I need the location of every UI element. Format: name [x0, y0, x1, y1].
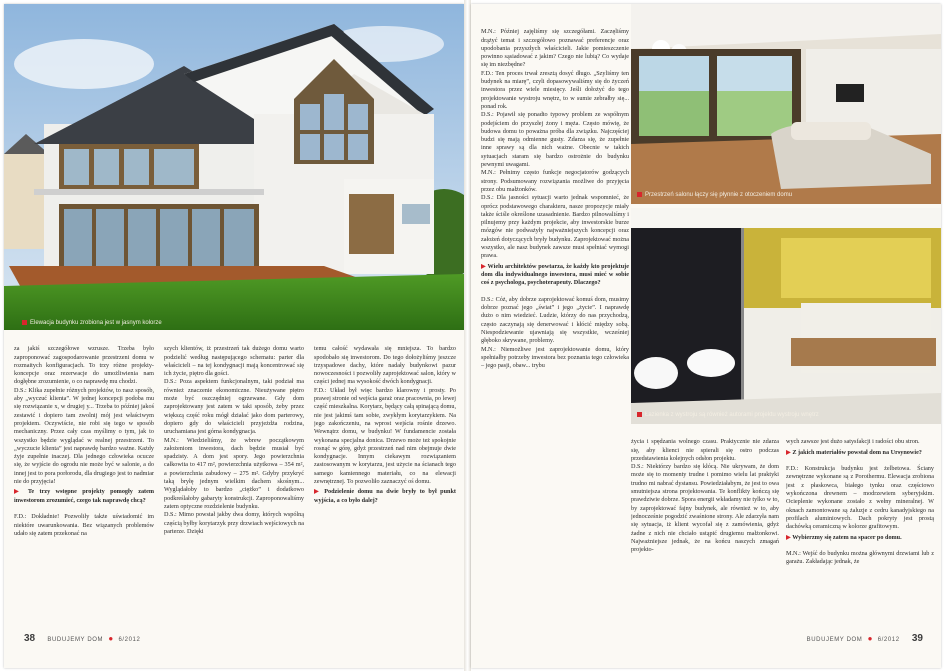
footer-dot-icon: ●: [108, 634, 114, 643]
left-page: [4, 4, 464, 668]
house-exterior-photo: [4, 4, 464, 330]
footer-dot-icon: ●: [867, 634, 873, 643]
right-page: [471, 4, 941, 668]
house-illustration: [4, 4, 464, 330]
left-column-1: [14, 337, 154, 642]
bathroom-caption: [637, 412, 819, 418]
right-col3c-text: M.N.: Wejść do budynku można głównymi drzwiami lub z garażu. Zakładając jednak, że: [786, 550, 934, 566]
living-room-illustration: [631, 4, 941, 204]
right-col3-text: wych zawsze jest dużo satysfakcji i radości obu stron.: [786, 438, 920, 446]
right-col1-text: M.N.: Później zajęliśmy się szczegółami. Zaczęliśmy drążyć temat i szczegółowo poznawać preferencje oraz upodobania przyszłych właścicieli. Jakie pomieszczenie powinno sąsiadować z jakim? Czego nie lubią? Co wydaje się im niezbędne? F.D.: Ten proces trwał zresztą dosyć długo. „Szyliśmy ten budynek na miarę”, czyli dopasowywaliśmy się do życzeń inwestora przez wiele miesięcy. Jeśli dołożyć do tego projektowanie wystroju wnętrz, to w sumie zebrałby się... ponad rok. D.S.: Pojawił się ponadto typowy problem ze współnym podejściem do przyszłej żony i męża. Często mówię, że budowa domu to poważna próba dla związku. Najczęściej budzi się mają odmienne gusty. Zdarza się, że zupełnie inne sprawy są dla nich ważne. Obecnie w takich sytuacjach staram się bardzo ostrożnie do budynku pewnymi uwagami. M.N.: Pełnimy często funkcje negocjatorów godzących strony. Podsumowany rozwiązania możliwe do przyjęcia przez obu małżonków. D.S.: Dla jasności sytuacji warto jednak wspomnieć, że oprócz podstawowego charakteru, nasze propozycje miały także ściśle określone uzasadnienie. Bardzo pilnowaliśmy i pilnujemy przy każdym projekcie, aby inwestorskie burze mózgów nie podważyły najważniejszych koncepcji oraz założeń dotyczących bryły budynku. Zaprojektować można wszystko, ale nasz budynek zawsze musi spełniać wymogi prawa.: [481, 28, 629, 260]
caption-bullet-icon: [637, 412, 642, 417]
left-question-1: ▶ Te trzy wstępne projekty pomogły zatem inwestorom zrozumieć, czego tak naprawdę chcą?: [14, 488, 154, 504]
right-page-number: 39: [911, 633, 923, 644]
right-col2-text: życia i spędzania wolnego czasu. Praktycznie nie zdarza się, aby klienci nie spierali się ostro podczas przedstawienia kolejnych odsłon projektu. D.S.: Niektórzy bardzo się kłócą. Nie ukrywam, że dom może się to momenty trudne i pomimo wielu lat praktyki trudno mi nabrać dystansu. Powiedziałabym, że jest to owa smutniejsza strona projektowania. Te konflikty kończą się prawdziwie dobrze. Spora energii wkładamy nie tylko w to, by zaprojektować fajny budynek, ale również w to, aby jednocześnie pogodzić zwaśnione strony. Ale zdarzyła nam się sytuacja, iż klient wycofał się z zamówienia, gdyż żadne z nich nie chciało ustąpić drugiemu małżonkowi. Najważniejsze jednak, że na końcu naszych zmagań projekto-: [631, 438, 779, 554]
bathroom-photo: [631, 208, 941, 424]
bathroom-illustration: [631, 208, 941, 424]
house-photo-caption: [22, 320, 162, 326]
left-column-2: [164, 337, 304, 642]
caption-text: Przestrzeń salonu łączy się płynnie z otoczeniem domu: [645, 192, 793, 199]
right-question-1-text: Wielu architektów powtarza, że każdy kto projektuje dom dla indywidualnego inwestora, musi mieć w sobie coś z psychologa, psychoterapeuty. Dlaczego?: [481, 262, 629, 287]
right-brand: BUDUJEMY DOM: [806, 637, 863, 643]
living-room-photo: [631, 4, 941, 204]
right-question-1: ▶ Wielu architektów powtarza, że każdy kto projektuje dom dla indywidualnego inwestora, musi mieć w sobie coś z psychologa, psychoterapeuty. Dlaczego?: [481, 262, 629, 287]
living-room-caption: [637, 192, 792, 198]
left-brand: BUDUJEMY DOM: [47, 637, 104, 643]
page-gutter: [464, 0, 471, 671]
left-footer: [24, 633, 140, 644]
left-question-1-text: Te trzy wstępne projekty pomogły zatem inwestorom zrozumieć, czego tak naprawdę chcą?: [14, 488, 154, 504]
left-page-number: 38: [24, 633, 36, 644]
caption-bullet-icon: [22, 320, 27, 325]
caption-bullet-icon: [637, 192, 642, 197]
left-column-3: [314, 337, 456, 642]
right-question-3-text: Wybierzmy się zatem na spacer po domu.: [792, 533, 902, 541]
right-issue: 6/2012: [877, 637, 900, 643]
left-question-2-text: Podzielenie domu na dwie bryły to był punkt wyjścia, a co było dalej?: [314, 488, 456, 504]
right-col1b-text: D.S.: Cóż, aby dobrze zaprojektować komuś dom, musimy dobrze poznać jego „świat” i jego „życie”. I naprawdę dużo o nim wiedzieć. Ludzie, którzy do nas przychodzą, często zaczynają się denerwować i kłócić między sobą. Niespodziewanie ujawniają się wszystkie, wcześniej głęboko skrywane, problemy. M.N.: Niemożliwe jest zaprojektowanie domu, który spełniałby potrzeby inwestora bez poznania tego człowieka – jego pasji, obaw... trybu: [481, 295, 629, 370]
caption-text: Łazienka z wystroju są również autorami projektu wystroju wnętrz: [645, 412, 819, 419]
left-col1-text: za jakiś szczegółowe wzrusze. Trzeba było zaproponować zagospodarowanie przestrzeni domu w rozmaitych konfiguracjach. To trzy różne projekty-koncepcje oraz rezerwacje do umożliwienia nam dogłębne zrozumienie, o co naprawdę mu chodzi. D.S.: Klika zupełnie różnych projektów, to nasz sposób, aby „wyczuć klienta”. W jednej koncepcji podoba mu się rozwiązanie x, w drugiej y... Trzeba to później jakoś zestawić i dopiero tam zwolnij mój jest właściwym projektem. Oczywiście, nie robi się tego w sposób mechaniczny. Przez cały czas myślimy o tym, jak to wszystko będzie wyglądać w realnej przestrzeni. To „wyczucie klienta” jest naprawdę bardzo ważne. Każdy żyje zupełnie inaczej. Dla jednego człowieka ocucze się, że wyjście do ogrodu nie może być w salonie, a do innej jest to pora porłorodu, dla drugiego jest to nadmiar nie do przyjęcia!: [14, 345, 154, 486]
left-question-2: ▶ Podzielenie domu na dwie bryły to był punkt wyjścia, a co było dalej?: [314, 488, 456, 504]
left-col2-text: szych klientów, iż przestrzeń tak dużego domu warto podzielić według następującego schematu: parter dla właścicieli – na tej kondygnacji mają koncentrować się ich życie, piętro dla gości. D.S.: Poza aspektem funkcjonalnym, taki podział ma również znaczenie ekonomiczne. Nieużywane piętro może być oszczędniej ogrzewane. Gdy dom zaprojektowany jest zatem w taki sposób, żeby przez większą część roku mógł działać jako dom parterowy, dopiero gdy do właścicieli przyjeżdża rodzina, uruchamiana jest górna kondygnacja. M.N.: Wiedzieliśmy, że wbrew początkowym założeniom inwestora, dach będzie musiał być spadzisty. A dom jest spory. Jego powierzchnia całkowita to 417 m², powierzchnia użytkowa – 354 m², a powierzchnia zabudowy – 275 m². Gdyby przykryć taką bryłę jednym wielkim dachem skośnym... Wyglądałoby to bardzo „ciężko” i dodatkowo podkreślałoby gabaryty konstrukcji. Zaproponowaliśmy zatem optyczne rozdzielenie budynku. D.S.: Mimo powstał jakby dwa domy, których wspólną częścią byłby korytarzyk przy drzwiach wejściowych na parterze. Dzięki: [164, 345, 304, 535]
left-col1b-text: F.D.: Dokładnie! Pozwoliły także uświadomić im niektóre uwarunkowania. Bez wiązanych problemów udało się zatem przekonać na: [14, 513, 154, 537]
right-column-1: [481, 20, 629, 638]
right-question-2: ▶ Z jakich materiałów powstał dom na Ursynowie?: [786, 448, 922, 456]
left-col3-text: temu całość wydawała się mniejsza. To bardzo spodobało się inwestorom. Do tego dołożyliśmy jeszcze trzyspadowe dachy, które nadały budynkowi pazur nowoczesności i pozwoliły zaprojektować salon, który w części jednej ma wysokość dwóch kondygnacji. F.D.: Układ był więc bardzo klarowny i prosty. Po prawej stronie od wejścia garaż oraz pracownia, po lewej część mieszkalna. Korytarz, będący całą spinającą domu, nie jest jakimś tam sobie, zwykłym korytarzykiem. Na jego zakończeniu, na wprost wejścia rośnie drzewo. Wewnątrz domu, w budynku! W fundamencie została wykonana specjalna donica. Drzewo może też spokojnie rosnąć w górę, gdyż przestrzeń nad nim obejmuje dwie kondygnacje. Innym ciekawym rozwiązaniem zastosowanym w korytarzu, jest użycie na ścianach tego samego kamiennego materiału, co na elewacji zewnętrznej. To pozwoliło zaznaczyć oś domu.: [314, 345, 456, 486]
right-column-2: [631, 430, 779, 640]
right-question-2-text: Z jakich materiałów powstał dom na Ursynowie?: [792, 448, 922, 456]
right-footer: [807, 633, 923, 644]
right-question-3: ▶ Wybierzmy się zatem na spacer po domu.: [786, 533, 902, 541]
right-column-3: [786, 430, 934, 640]
right-col3b-text: F.D.: Konstrukcja budynku jest żelbetowa. Ściany zewnętrzne wykonane są z Porothermu. Elewacja zrobiona jest z płaskowca, białego tynku oraz częściowo wykończona drewnem – modrzewiem syberyjskim. Ocieplenie wykonane zostało z wełny mineralnej. W oknach zamontowane są żaluzje z cedru kanadyjskiego na profilach aluminiowych. Dach pokryty jest prostą dachówką ceramiczną w kolorze grafitowym.: [786, 465, 934, 531]
caption-text: Elewacja budynku zrobiona jest w jasnym kolorze: [30, 320, 162, 327]
left-issue: 6/2012: [118, 637, 141, 643]
